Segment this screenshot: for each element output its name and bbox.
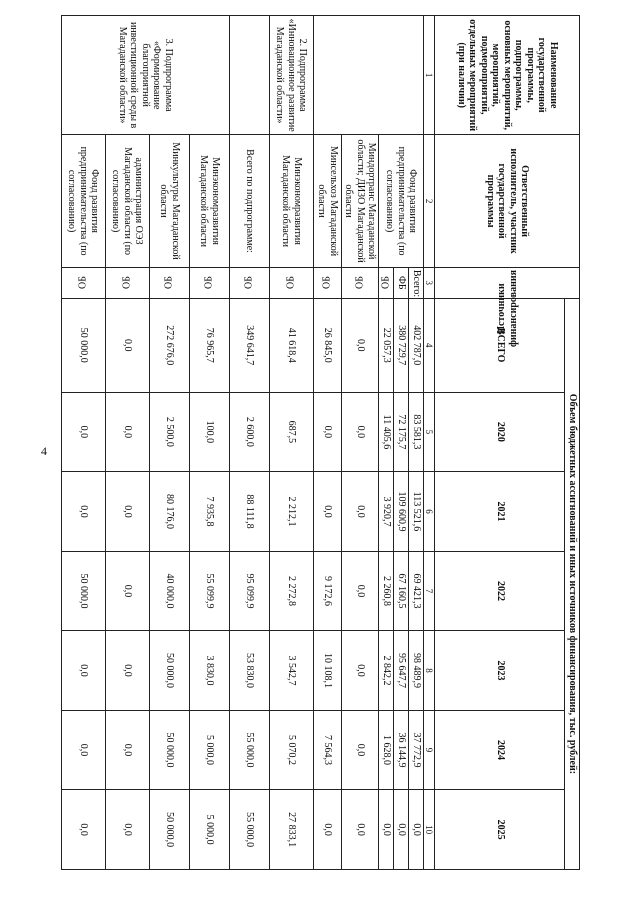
- source-cell: ФБ: [394, 267, 409, 298]
- table-row: [341, 16, 379, 870]
- value-cell: 0,0: [313, 790, 341, 870]
- value-cell: 2 842,2: [379, 631, 394, 711]
- value-cell: 113 521,6: [409, 472, 424, 552]
- source-cell: ОБ: [149, 267, 189, 298]
- value-cell: 72 175,7: [394, 392, 409, 472]
- value-cell: 5 070,2: [269, 710, 313, 790]
- value-cell: 2 272,8: [269, 551, 313, 631]
- value-cell: 69 421,3: [409, 551, 424, 631]
- value-cell: 22 057,3: [379, 298, 394, 392]
- table-row: [229, 16, 269, 870]
- value-cell: 0,0: [61, 790, 105, 870]
- value-cell: 0,0: [394, 790, 409, 870]
- value-cell: 36 144,9: [394, 710, 409, 790]
- value-cell: 402 787,0: [409, 298, 424, 392]
- value-cell: 27 833,1: [269, 790, 313, 870]
- value-cell: 3 542,7: [269, 631, 313, 711]
- source-cell: Всего:: [409, 267, 424, 298]
- value-cell: 50 000,0: [149, 790, 189, 870]
- value-cell: 2 260,8: [379, 551, 394, 631]
- value-cell: 0,0: [341, 298, 379, 392]
- empty-cell: [229, 16, 269, 135]
- value-cell: 88 111,8: [229, 472, 269, 552]
- value-cell: 349 641,7: [229, 298, 269, 392]
- executor-cell: Всего по подпрограмме:: [229, 135, 269, 268]
- executor-cell: администрация ОЭЗ Магаданской области (по согласованию): [105, 135, 149, 268]
- value-cell: 2 600,0: [229, 392, 269, 472]
- value-cell: 7 935,8: [189, 472, 229, 552]
- header-year: 2023: [435, 631, 565, 711]
- value-cell: 7 564,3: [313, 710, 341, 790]
- program-cell: [313, 16, 424, 135]
- header-year: 2024: [435, 710, 565, 790]
- value-cell: 55 000,0: [229, 790, 269, 870]
- value-cell: 2 500,0: [149, 392, 189, 472]
- value-cell: 11 405,6: [379, 392, 394, 472]
- index-row: [424, 16, 435, 870]
- index-cell: 4: [424, 298, 435, 392]
- value-cell: 53 830,0: [229, 631, 269, 711]
- header-program: Наименование государственной программы, подпрограммы, основных мероприятий, мероприятий, подмероприятий, отдельных мероприятий (при наличии): [435, 16, 580, 135]
- value-cell: 3 830,0: [189, 631, 229, 711]
- source-cell: ОБ: [379, 267, 394, 298]
- table-row: [313, 16, 341, 870]
- program-cell: 2. Подпрограмма «Инновационное развитие Магаданской области»: [269, 16, 313, 135]
- source-cell: ОБ: [269, 267, 313, 298]
- value-cell: 5 000,0: [189, 790, 229, 870]
- source-cell: ОБ: [189, 267, 229, 298]
- header-funding-group: Объем бюджетных ассигнований и иных источников финансирования, тыс. рублей:: [565, 298, 580, 869]
- program-cell: 3. Подпрограмма «Формирование благоприятной инвестиционной среды в Магаданской области»: [61, 16, 229, 135]
- value-cell: 0,0: [105, 472, 149, 552]
- value-cell: 0,0: [61, 392, 105, 472]
- index-cell: 6: [424, 472, 435, 552]
- header-source: Источники финансирования: [435, 267, 580, 298]
- executor-cell: Миндортранс Магаданской области; ДИЗО Магаданской области: [341, 135, 379, 268]
- value-cell: 0,0: [409, 790, 424, 870]
- value-cell: 41 618,4: [269, 298, 313, 392]
- header-year: ВСЕГО: [435, 298, 565, 392]
- value-cell: 10 108,1: [313, 631, 341, 711]
- value-cell: 0,0: [105, 392, 149, 472]
- value-cell: 1 628,0: [379, 710, 394, 790]
- value-cell: 687,5: [269, 392, 313, 472]
- header-year: 2022: [435, 551, 565, 631]
- value-cell: 5 000,0: [189, 710, 229, 790]
- value-cell: 0,0: [61, 631, 105, 711]
- value-cell: 55 099,9: [189, 551, 229, 631]
- table-row: [269, 16, 313, 870]
- header-year: 2025: [435, 790, 565, 870]
- index-cell: 2: [424, 135, 435, 268]
- index-cell: 8: [424, 631, 435, 711]
- value-cell: 0,0: [61, 472, 105, 552]
- value-cell: 0,0: [105, 790, 149, 870]
- value-cell: 76 965,7: [189, 298, 229, 392]
- value-cell: 0,0: [61, 710, 105, 790]
- executor-cell: Минэкономразвития Магаданской области: [189, 135, 229, 268]
- source-cell: ОБ: [341, 267, 379, 298]
- source-cell: ОБ: [229, 267, 269, 298]
- value-cell: 272 676,0: [149, 298, 189, 392]
- index-cell: 10: [424, 790, 435, 870]
- executor-cell: Минсельхоз Магаданской области: [313, 135, 341, 268]
- table-row: [189, 16, 229, 870]
- table-row: [149, 16, 189, 870]
- value-cell: 0,0: [105, 551, 149, 631]
- value-cell: 37 772,9: [409, 710, 424, 790]
- source-cell: ОБ: [61, 267, 105, 298]
- index-cell: 7: [424, 551, 435, 631]
- value-cell: 0,0: [341, 392, 379, 472]
- executor-cell: Минэкономразвития Магаданской области: [269, 135, 313, 268]
- value-cell: 0,0: [379, 790, 394, 870]
- value-cell: 0,0: [105, 631, 149, 711]
- value-cell: 50 000,0: [61, 298, 105, 392]
- header-year: 2020: [435, 392, 565, 472]
- value-cell: 0,0: [341, 710, 379, 790]
- header-year: 2021: [435, 472, 565, 552]
- page-number: 4: [41, 444, 47, 458]
- value-cell: 0,0: [105, 710, 149, 790]
- value-cell: 380 729,7: [394, 298, 409, 392]
- value-cell: 95 099,9: [229, 551, 269, 631]
- value-cell: 40 000,0: [149, 551, 189, 631]
- value-cell: 55 000,0: [229, 710, 269, 790]
- value-cell: 2 212,1: [269, 472, 313, 552]
- index-cell: 5: [424, 392, 435, 472]
- index-cell: 1: [424, 16, 435, 135]
- value-cell: 50 000,0: [149, 710, 189, 790]
- value-cell: 109 600,9: [394, 472, 409, 552]
- source-cell: ОБ: [313, 267, 341, 298]
- table-row: [409, 16, 424, 870]
- executor-cell: Фонд развития предпринимательства (по согласованию): [379, 135, 424, 268]
- value-cell: 26 845,0: [313, 298, 341, 392]
- executor-cell: Фонд развития предпринимательства (по согласованию): [61, 135, 105, 268]
- source-cell: ОБ: [105, 267, 149, 298]
- value-cell: 50 000,0: [61, 551, 105, 631]
- value-cell: 0,0: [313, 392, 341, 472]
- index-cell: 3: [424, 267, 435, 298]
- table-row: [105, 16, 149, 870]
- value-cell: 9 172,6: [313, 551, 341, 631]
- value-cell: 3 920,7: [379, 472, 394, 552]
- header-row-1: [565, 16, 580, 870]
- header-executor: Ответственный исполнитель, участник государственной программы: [435, 135, 580, 268]
- value-cell: 0,0: [341, 631, 379, 711]
- value-cell: 80 176,0: [149, 472, 189, 552]
- executor-cell: Минкультуры Магаданской области: [149, 135, 189, 268]
- value-cell: 100,0: [189, 392, 229, 472]
- value-cell: 0,0: [105, 298, 149, 392]
- value-cell: 67 160,5: [394, 551, 409, 631]
- value-cell: 95 647,7: [394, 631, 409, 711]
- index-cell: 9: [424, 710, 435, 790]
- value-cell: 0,0: [341, 551, 379, 631]
- value-cell: 98 489,9: [409, 631, 424, 711]
- value-cell: 0,0: [341, 472, 379, 552]
- value-cell: 0,0: [341, 790, 379, 870]
- value-cell: 50 000,0: [149, 631, 189, 711]
- funding-table: [61, 15, 580, 870]
- value-cell: 83 581,3: [409, 392, 424, 472]
- table-row: [61, 16, 105, 870]
- value-cell: 0,0: [313, 472, 341, 552]
